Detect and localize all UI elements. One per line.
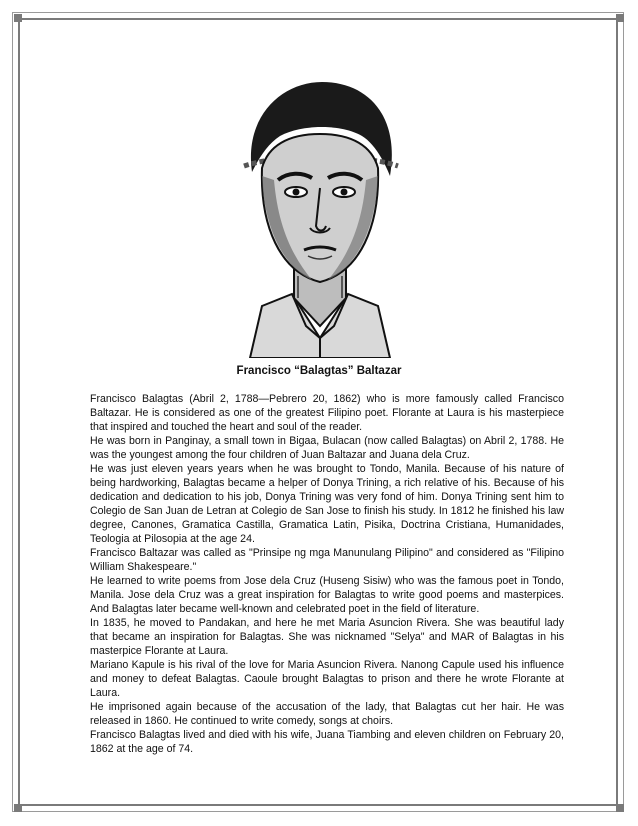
paragraph: In 1835, he moved to Pandakan, and here he met Maria Asuncion Rivera. She was beautiful lady that became an inspiration for Balagtas. She was nicknamed "Selya" and MAR of Balagtas in his masterpice Florante at Laura.: [90, 617, 564, 657]
paragraph: He was just eleven years years when he was brought to Tondo, Manila. Because of his nature of being hardworking, Balagtas became a helper of Donya Trining, a rich relative of his. Because of his dedication and dedication to his job, Donya Trining was very fond of him. Donya Trining sent him to Colegio de San Juan de Letran at Colegio de San Jose to finish his study. In 1812 he finished his law degree, Canones, Gramatica Castilla, Gramatica Latin, Pisika, Doctrina Cristiana, Humanidades, Teologia at Pilosopia at the age 24.: [90, 463, 564, 545]
paragraph: He learned to write poems from Jose dela Cruz (Huseng Sisiw) who was the famous poet in Tondo, Manila. Jose dela Cruz was a great inspiration for Balagtas to write good poems and masterpices. And Balagtas later became well-known and celebrated poet in the field of literature.: [90, 575, 564, 615]
paragraph: Francisco Balagtas lived and died with his wife, Juana Tiambing and eleven children on February 20, 1862 at the age of 74.: [90, 729, 564, 755]
paragraph: Francisco Balagtas (Abril 2, 1788—Pebrero 20, 1862) who is more famously called Francisco Baltazar. He is considered as one of the greatest Filipino poet. Florante at Laura is his masterpiece that inspired and touched the heart and soul of the reader.: [90, 393, 564, 433]
paragraph: Francisco Baltazar was called as "Prinsipe ng mga Manunulang Pilipino" and considered as "Filipino William Shakespeare.": [90, 547, 564, 573]
border-corner-ornament: [616, 14, 624, 22]
portrait-caption: Francisco “Balagtas” Baltazar: [236, 365, 402, 377]
border-corner-ornament: [14, 14, 22, 22]
portrait-engraving-icon: [222, 76, 418, 358]
paragraph: Mariano Kapule is his rival of the love for Maria Asuncion Rivera. Nanong Capule used his influence and money to defeat Balagtas. Caoule brought Balagtas to prison and there he wrote Florante at Laura.: [90, 659, 564, 699]
border-corner-ornament: [616, 804, 624, 812]
paragraph: He was born in Panginay, a small town in Bigaa, Bulacan (now called Balagtas) on Abril 2, 1788. He was the youngest among the four children of Juan Baltazar and Juana dela Cruz.: [90, 435, 564, 461]
border-corner-ornament: [14, 804, 22, 812]
paragraph: He imprisoned again because of the accusation of the lady, that Balagtas cut her hair. He was released in 1860. He continued to write comedy, songs at choirs.: [90, 701, 564, 727]
biography-text: [90, 392, 564, 756]
